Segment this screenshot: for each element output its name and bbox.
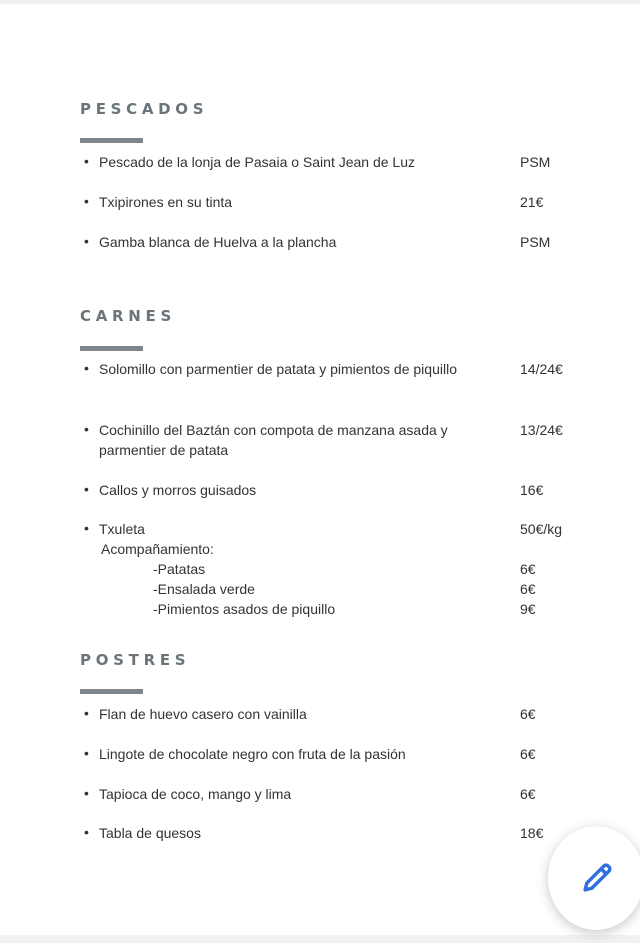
accompaniment-price: 9€	[520, 601, 536, 617]
bullet: •	[84, 785, 89, 801]
bullet: •	[84, 481, 89, 497]
menu-item-name: Flan de huevo casero con vainilla	[99, 706, 307, 722]
edit-fab-button[interactable]	[548, 826, 640, 930]
menu-page	[0, 4, 640, 935]
section-divider	[80, 346, 143, 351]
bullet: •	[84, 824, 89, 840]
section-divider	[80, 138, 143, 143]
menu-item-price: 6€	[520, 746, 536, 762]
menu-item-name: Tapioca de coco, mango y lima	[99, 786, 292, 802]
bullet: •	[84, 233, 89, 249]
section-title-carnes: CARNES	[80, 307, 176, 325]
accompaniment-option: -Patatas	[153, 561, 206, 577]
accompaniment-option: -Ensalada verde	[153, 581, 255, 597]
accompaniment-label: Acompañamiento:	[101, 541, 214, 557]
bullet: •	[84, 360, 89, 376]
menu-item-price: PSM	[520, 234, 551, 250]
menu-item-price: 16€	[520, 482, 544, 498]
pencil-icon	[578, 859, 616, 897]
section-title-pescados: PESCADOS	[80, 100, 209, 118]
menu-item-price: 6€	[520, 706, 536, 722]
menu-item-name: Txipirones en su tinta	[99, 194, 233, 210]
accompaniment-price: 6€	[520, 581, 536, 597]
menu-item-name: Solomillo con parmentier de patata y pimientos de piquillo	[99, 361, 457, 377]
menu-item-price: 21€	[520, 194, 544, 210]
accompaniment-price: 6€	[520, 561, 536, 577]
section-divider	[80, 689, 143, 694]
menu-item-name: Callos y morros guisados	[99, 482, 257, 498]
menu-item-name: Txuleta	[99, 521, 145, 537]
menu-item-price: 50€/kg	[520, 521, 563, 537]
menu-item-price: 6€	[520, 786, 536, 802]
bullet: •	[84, 153, 89, 169]
bullet: •	[84, 705, 89, 721]
menu-item-name: Pescado de la lonja de Pasaia o Saint Jean de Luz	[99, 154, 416, 170]
menu-item-name: Gamba blanca de Huelva a la plancha	[99, 234, 337, 250]
menu-item-price: 13/24€	[520, 422, 563, 438]
section-title-postres: POSTRES	[80, 651, 191, 669]
menu-item-name: Lingote de chocolate negro con fruta de la pasión	[99, 746, 406, 762]
bullet: •	[84, 421, 89, 437]
menu-item-price: 14/24€	[520, 361, 563, 377]
menu-item-name: Cochinillo del Baztán con compota de manzana asada y parmentier de patata	[99, 422, 448, 458]
bullet: •	[84, 520, 89, 536]
menu-item-name: Tabla de quesos	[99, 825, 201, 841]
menu-item-price: 18€	[520, 825, 544, 841]
bullet: •	[84, 745, 89, 761]
menu-item-price: PSM	[520, 154, 551, 170]
accompaniment-option: -Pimientos asados de piquillo	[153, 601, 336, 617]
bullet: •	[84, 193, 89, 209]
